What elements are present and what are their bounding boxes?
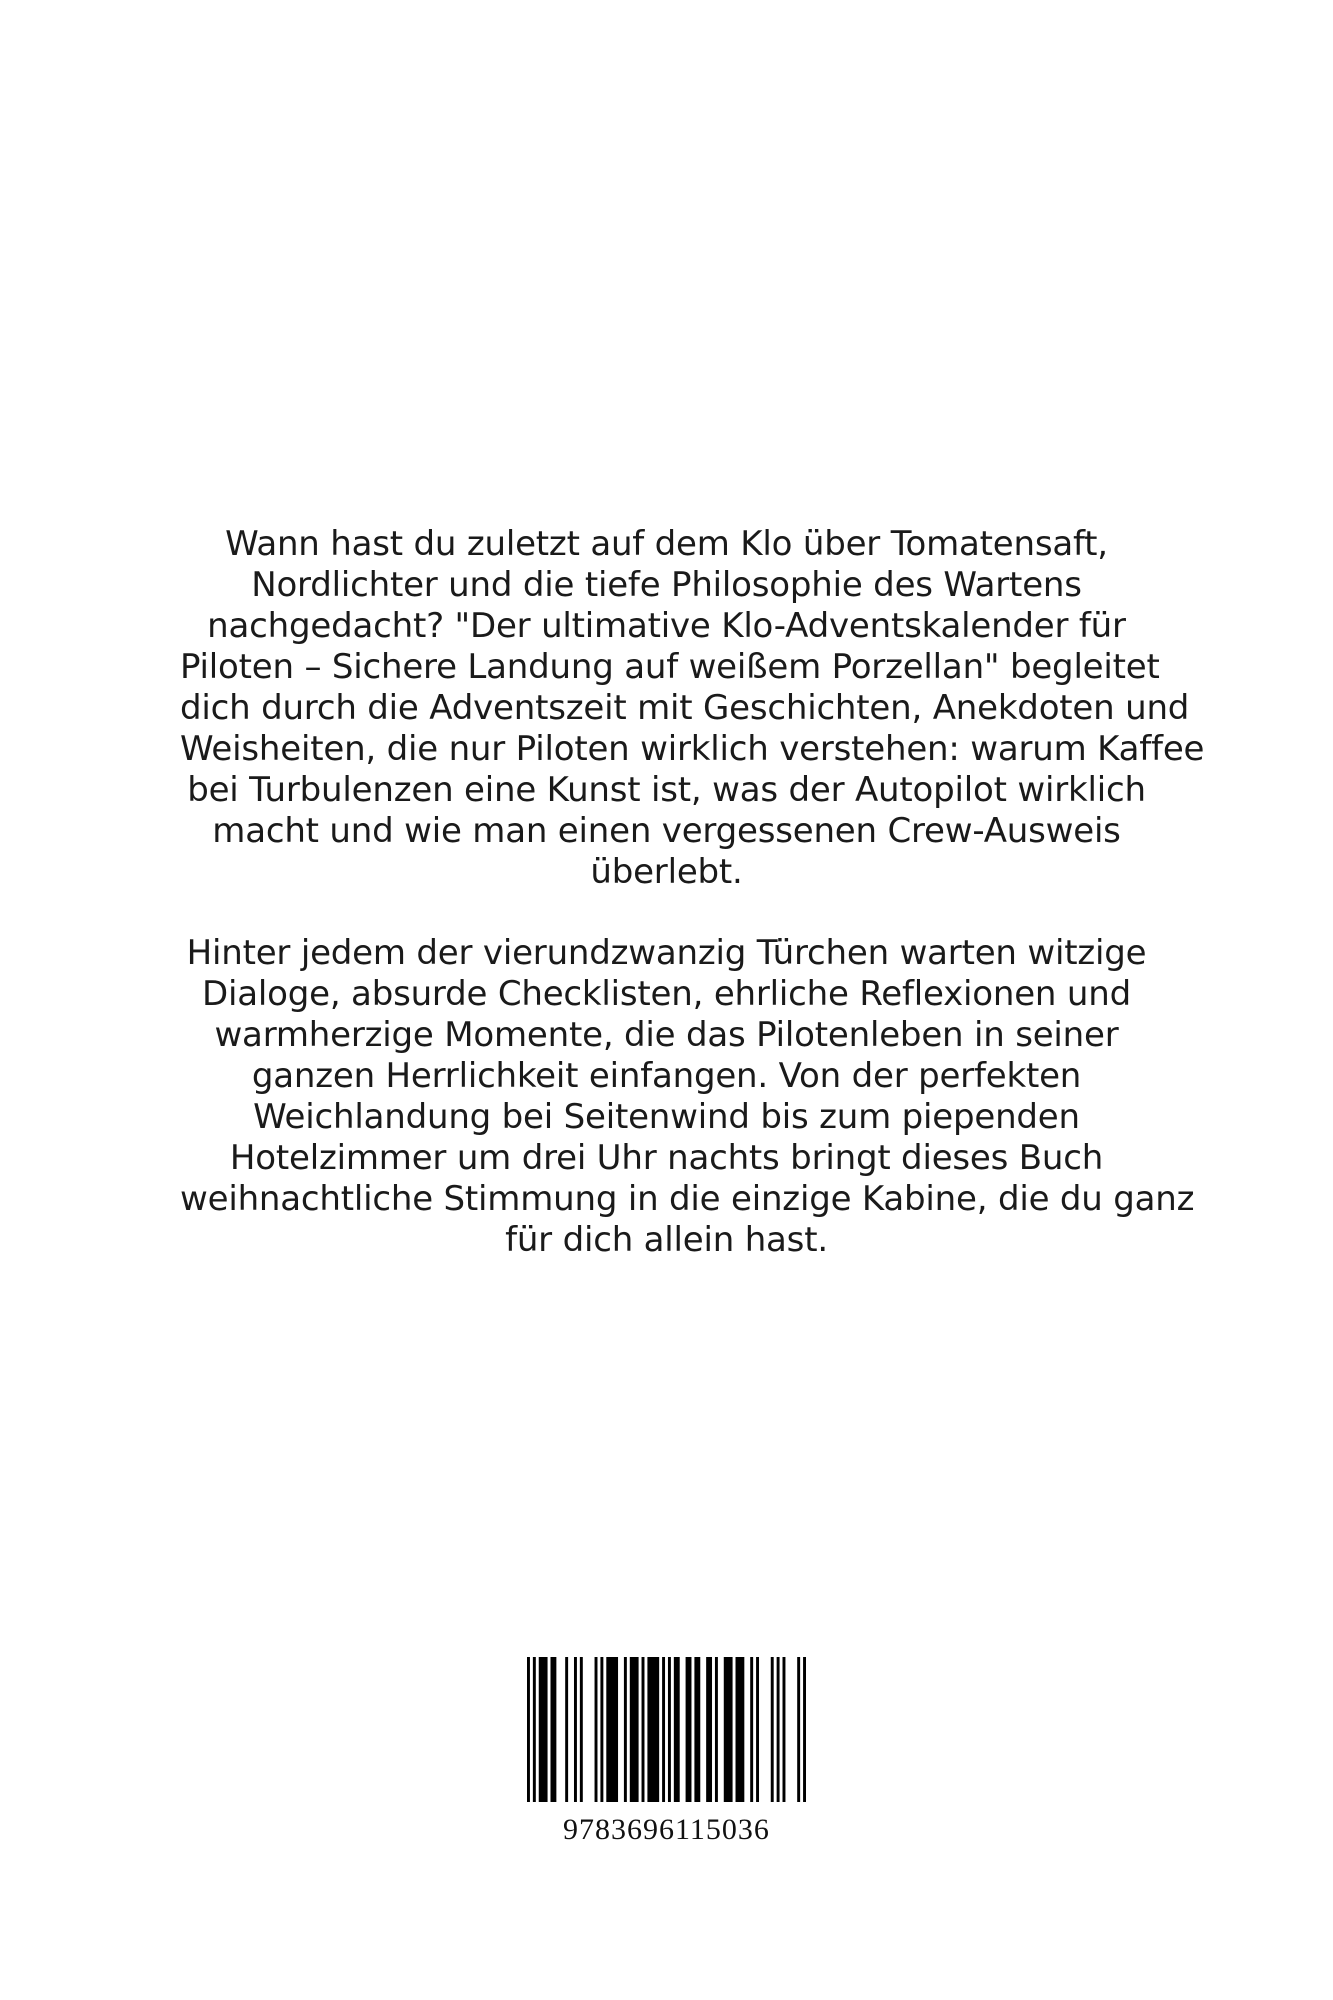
blurb-line: Wann hast du zuletzt auf dem Klo über Tomatensaft, [225,524,1108,564]
blurb-line: Nordlichter und die tiefe Philosophie des Wartens [251,565,1082,605]
blurb-line: Piloten – Sichere Landung auf weißem Porzellan" begleitet [180,647,1160,687]
blurb-line: Weichlandung bei Seitenwind bis zum piependen [253,1097,1080,1137]
blurb-paragraph-1 [180,524,1205,893]
isbn-number: 9783696115036 [563,1813,770,1846]
blurb-paragraph-2 [180,933,1195,1261]
barcode-bar [574,1657,577,1802]
barcode-bar [803,1657,806,1802]
barcode-bar [771,1657,774,1802]
blurb-line: weihnachtliche Stimmung in die einzige Kabine, die du ganz [180,1179,1195,1219]
blurb-line: warmherzige Momente, die das Pilotenleben in seiner [214,1015,1119,1055]
blurb-line: Hinter jedem der vierundzwanzig Türchen warten witzige [186,933,1147,973]
barcode-bar [756,1657,759,1802]
blurb-line: macht und wie man einen vergessenen Crew-Ausweis [212,811,1121,851]
isbn-barcode [527,1657,806,1847]
barcode-bar [533,1657,536,1802]
barcode-bar [662,1657,665,1802]
barcode-bar [750,1657,753,1802]
barcode-bar [694,1657,700,1802]
blurb-line: für dich allein hast. [505,1220,828,1260]
barcode-bar [565,1657,568,1802]
barcode-bar [715,1657,718,1802]
barcode-bar [595,1657,598,1802]
blurb-line: Weisheiten, die nur Piloten wirklich verstehen: warum Kaffee [180,729,1205,769]
barcode-bar [783,1657,786,1802]
barcode-bar [647,1657,659,1802]
barcode-bar [600,1657,603,1802]
blurb-line: Hotelzimmer um drei Uhr nachts bringt dieses Buch [229,1138,1104,1178]
barcode-bar [630,1657,639,1802]
barcode-bar [724,1657,733,1802]
barcode-bar [527,1657,530,1802]
blurb-line: nachgedacht? "Der ultimative Klo-Adventskalender für [207,606,1126,646]
barcode-bar [706,1657,712,1802]
barcode-bar [642,1657,645,1802]
barcode-bar [736,1657,745,1802]
barcode-bar [797,1657,800,1802]
barcode-bar [580,1657,583,1802]
blurb-line: bei Turbulenzen eine Kunst ist, was der Autopilot wirklich [187,770,1146,810]
blurb-line: Dialoge, absurde Checklisten, ehrliche Reflexionen und [202,974,1131,1014]
barcode-bars [527,1657,806,1802]
barcode-bar [539,1657,548,1802]
blurb-line: überlebt. [590,852,743,892]
barcode-bar [624,1657,627,1802]
blurb-line: dich durch die Adventszeit mit Geschichten, Anekdoten und [180,688,1190,728]
barcode-bar [668,1657,671,1802]
barcode-bar [606,1657,618,1802]
barcode-bar [674,1657,680,1802]
barcode-bar [550,1657,556,1802]
barcode-bar [686,1657,692,1802]
blurb-line: ganzen Herrlichkeit einfangen. Von der perfekten [251,1056,1082,1096]
barcode-bar [777,1657,780,1802]
